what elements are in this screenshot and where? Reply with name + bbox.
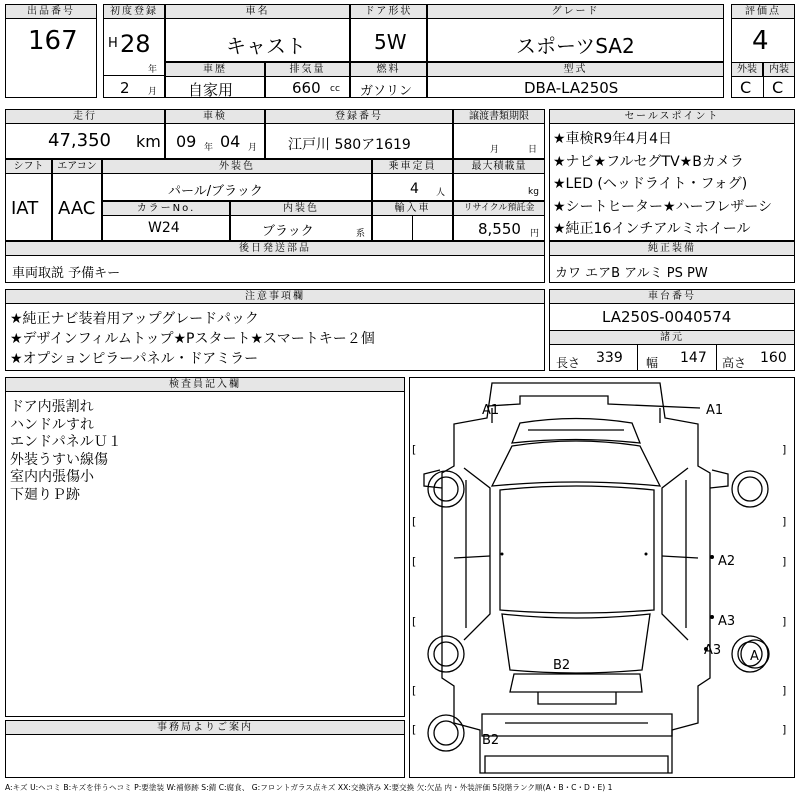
hood-outline xyxy=(512,419,640,444)
model: DBA-LA250S xyxy=(524,79,619,97)
interior-grade-label: 内装 xyxy=(763,62,795,77)
fuel-label: 燃料 xyxy=(350,62,427,77)
mark-b2-roof: B2 xyxy=(553,658,571,673)
selling-point-line: ★ナビ★フルセグTV★Bカメラ xyxy=(553,153,744,170)
grade-label: グレード xyxy=(427,4,724,19)
inspection-label: 車検 xyxy=(165,109,265,124)
mileage-unit: km xyxy=(136,132,161,151)
score-label: 評価点 xyxy=(731,4,795,19)
displacement-label: 排気量 xyxy=(265,62,350,77)
model-label: 型式 xyxy=(427,62,724,77)
inspector-note-line: ハンドルすれ xyxy=(10,416,94,433)
lot-number-label: 出品番号 xyxy=(5,4,97,19)
recycle-amount: 8,550 xyxy=(478,220,521,238)
inspection-month: 04 xyxy=(220,132,241,151)
shift: IAT xyxy=(11,198,39,219)
mark-a3-lower: A3 xyxy=(704,643,722,658)
svg-text:[: [ xyxy=(412,555,417,568)
windshield-outline xyxy=(492,441,660,486)
width-label: 幅 xyxy=(646,356,659,370)
registration-month: 2 xyxy=(120,79,130,97)
inspection-year-unit: 年 xyxy=(204,143,214,153)
mark-a3-upper: A3 xyxy=(718,614,736,629)
color-no-label: カラーNo. xyxy=(102,201,230,216)
svg-text:[: [ xyxy=(412,443,417,456)
inspector-label: 検査員記入欄 xyxy=(5,377,405,392)
registration-year-unit: 年 xyxy=(148,65,158,75)
mileage: 47,350 xyxy=(48,130,111,151)
selling-point-line: ★車検R9年4月4日 xyxy=(553,131,672,147)
inspector-note-line: ドア内張割れ xyxy=(10,399,94,415)
color: パール/ブラック xyxy=(168,184,263,199)
equipment-label: 純正装備 xyxy=(549,241,795,256)
interior-color-unit: 系 xyxy=(356,229,366,239)
roof-outline xyxy=(500,486,654,613)
height-label: 高さ xyxy=(722,356,747,370)
transfer-day-unit: 日 xyxy=(528,145,538,155)
first-registration-label: 初度登録 xyxy=(103,4,165,19)
inspection-year: 09 xyxy=(176,132,197,151)
svg-text:]: ] xyxy=(782,723,787,736)
note-line: ★デザインフィルムトップ★Pスタート★スマートキー２個 xyxy=(10,331,375,347)
office-label: 事務局よりご案内 xyxy=(5,720,405,735)
color-no: W24 xyxy=(148,220,180,236)
notes-label: 注意事項欄 xyxy=(5,289,545,304)
transfer-doc-label: 譲渡書類期限 xyxy=(453,109,545,124)
mark-a1-left: A1 xyxy=(482,403,500,418)
length: 339 xyxy=(596,350,623,366)
chassis-number: LA250S-0040574 xyxy=(602,308,732,326)
registration-year: 28 xyxy=(120,30,151,58)
svg-text:]: ] xyxy=(782,515,787,528)
selling-point-line: ★LED (ヘッドライト・フォグ) xyxy=(553,176,748,192)
history: 自家用 xyxy=(188,81,234,99)
door-label: ドア形状 xyxy=(350,4,427,19)
svg-text:]: ] xyxy=(782,615,787,628)
displacement: 660 xyxy=(292,79,321,97)
recycle-label: リサイクル預託金 xyxy=(453,201,545,216)
registration-era: H xyxy=(108,36,118,51)
registration-month-unit: 月 xyxy=(148,87,158,97)
recycle-unit: 円 xyxy=(530,229,540,239)
equipment: カワ エアB アルミ PS PW xyxy=(555,266,708,281)
mark-a-circle: A xyxy=(750,649,759,664)
legend: A:キズ U:ヘコミ B:キズを伴うヘコミ P:要塗装 W:補修跡 S:錆 C:腐食、 G:フロントガラス点キズ XX:交換済み X:要交換 欠:欠品 内・外装評価 5段階ランク順(A・B・C・D・E) 1 xyxy=(5,783,613,792)
plate-label: 登録番号 xyxy=(265,109,453,124)
svg-text:]: ] xyxy=(782,443,787,456)
rear-bumper-outline xyxy=(482,714,672,736)
interior-grade: C xyxy=(772,78,784,97)
width: 147 xyxy=(680,350,707,366)
interior-color-label: 内装色 xyxy=(230,201,372,216)
capacity-unit: 人 xyxy=(436,188,446,198)
later-parts-label: 後日発送部品 xyxy=(5,241,545,256)
transfer-month-unit: 月 xyxy=(490,145,500,155)
svg-text:[: [ xyxy=(412,515,417,528)
svg-text:[: [ xyxy=(412,615,417,628)
note-line: ★オプションピラーパネル・ドアミラー xyxy=(10,351,259,367)
selling-point-line: ★シートヒーター★ハーフレザーシ xyxy=(553,198,773,215)
shift-label: シフト xyxy=(5,159,52,174)
capacity-label: 乗車定員 xyxy=(372,159,453,174)
mark-b2-rear: B2 xyxy=(482,733,500,748)
inspection-month-unit: 月 xyxy=(248,143,258,153)
grade: スポーツSA2 xyxy=(516,34,635,58)
svg-text:]: ] xyxy=(782,684,787,697)
damage-diagram xyxy=(409,377,795,778)
rear-window-outline xyxy=(502,614,650,673)
color-label: 外装色 xyxy=(102,159,372,174)
max-load-unit: kg xyxy=(528,187,539,197)
height: 160 xyxy=(760,350,787,366)
later-parts: 車両取説 予備キー xyxy=(12,266,121,281)
plate-number: 江戸川 580ア1619 xyxy=(288,137,411,153)
chassis-label: 車台番号 xyxy=(549,289,795,304)
inspector-note-line: 外装うすい線傷 xyxy=(10,451,108,468)
exterior-grade-label: 外装 xyxy=(731,62,763,77)
capacity: 4 xyxy=(410,181,419,197)
selling-points-label: セールスポイント xyxy=(549,109,795,124)
mileage-label: 走行 xyxy=(5,109,165,124)
inspector-note-line: 下廻りＰ跡 xyxy=(10,486,80,503)
length-label: 長さ xyxy=(556,356,581,370)
history-label: 車歴 xyxy=(165,62,265,77)
aircon-label: エアコン xyxy=(52,159,102,174)
exterior-grade: C xyxy=(740,78,752,97)
lot-number: 167 xyxy=(28,26,78,56)
car-diagram-svg xyxy=(410,378,794,777)
svg-text:]: ] xyxy=(782,555,787,568)
interior-color: ブラック xyxy=(262,224,314,239)
selling-point-line: ★純正16インチアルミホイール xyxy=(553,221,751,237)
car-name-label: 車名 xyxy=(165,4,350,19)
svg-text:[: [ xyxy=(412,684,417,697)
import-label: 輸入車 xyxy=(372,201,453,216)
displacement-unit: cc xyxy=(330,84,340,94)
aircon: AAC xyxy=(58,198,96,219)
score: 4 xyxy=(752,26,769,56)
door-type: 5W xyxy=(374,30,407,54)
car-name: キャスト xyxy=(226,34,306,58)
mark-a2: A2 xyxy=(718,554,736,569)
specs-label: 諸元 xyxy=(549,330,795,345)
mark-a1-right: A1 xyxy=(706,403,724,418)
note-line: ★純正ナビ装着用アップグレードパック xyxy=(10,311,259,327)
svg-text:[: [ xyxy=(412,723,417,736)
inspector-note-line: 室内内張傷小 xyxy=(10,469,94,485)
max-load-label: 最大積載量 xyxy=(453,159,545,174)
inspector-note-line: エンドパネルＵ１ xyxy=(10,434,122,450)
fuel: ガソリン xyxy=(360,84,413,99)
